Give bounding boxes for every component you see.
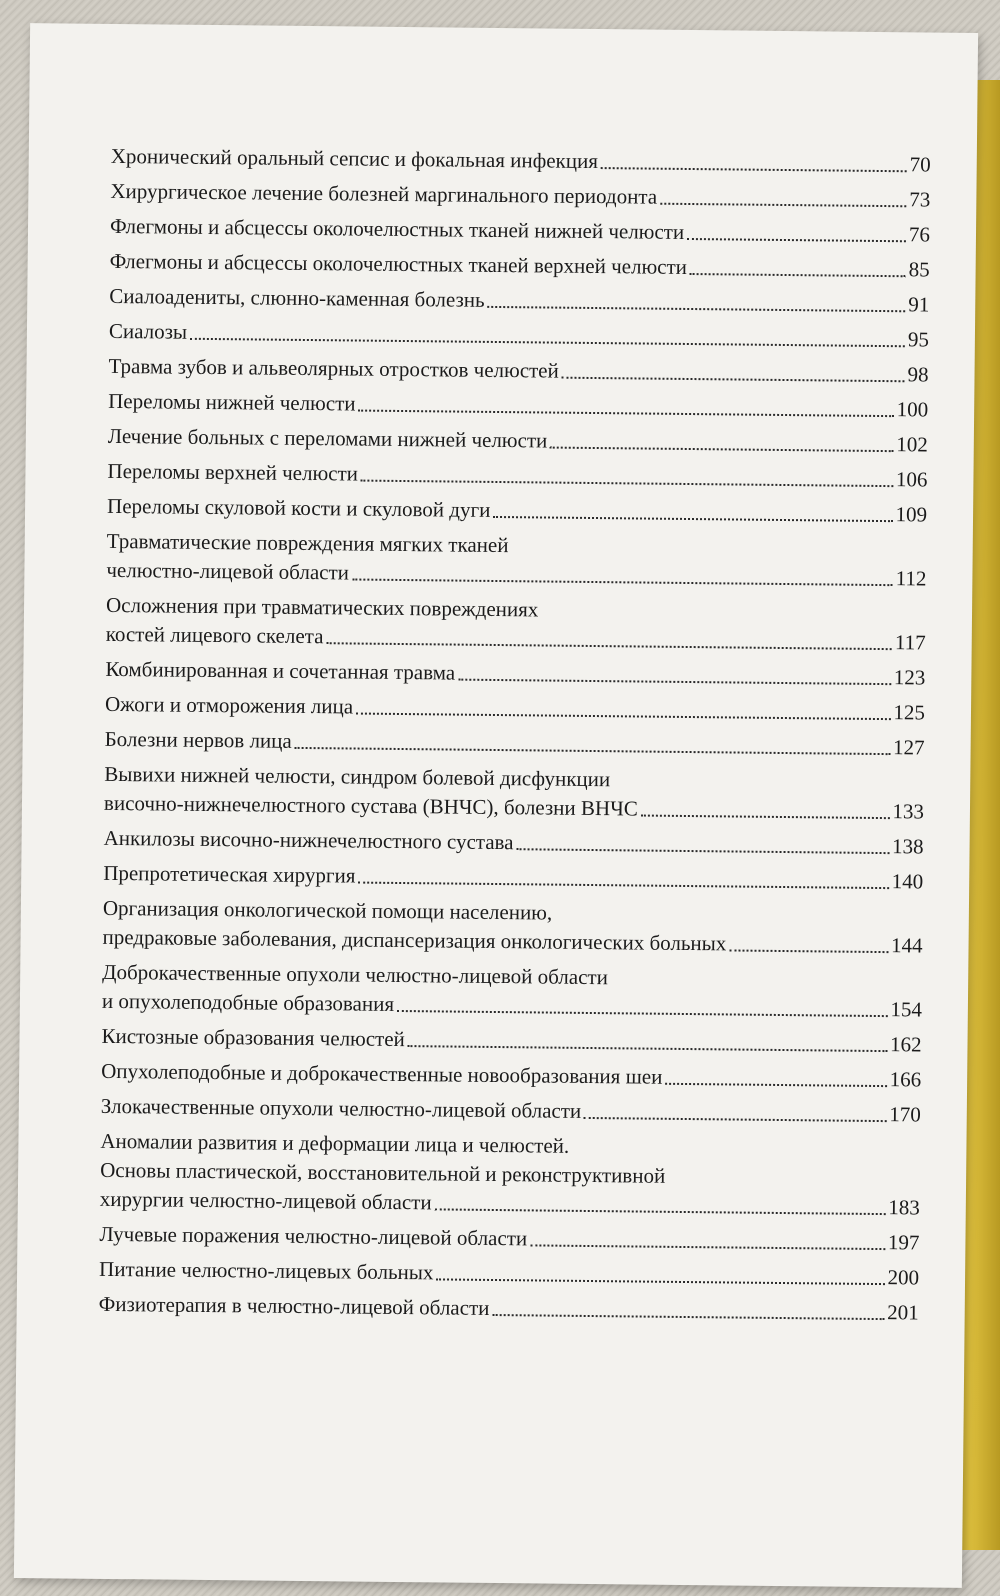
dot-leader (435, 1208, 886, 1215)
toc-entry-text: Травматические повреждения мягких тканей (106, 528, 509, 558)
toc-entry-text: Хронический оральный сепсис и фокальная инфекция (110, 143, 599, 174)
toc-entry-line (99, 1290, 919, 1328)
toc-entry-title (111, 142, 931, 180)
dot-leader (530, 1244, 885, 1250)
toc-entry-text: костей лицевого скелета (105, 621, 324, 649)
toc-entry (106, 527, 927, 594)
toc-entry (110, 247, 930, 285)
toc-page-number: 70 (909, 152, 931, 177)
toc-entry-text: Основы пластической, восстановительной и реконструктивной (100, 1157, 666, 1188)
dot-leader (356, 713, 890, 721)
toc-entry (107, 457, 927, 495)
toc-page-number: 170 (889, 1102, 921, 1127)
toc-entry (102, 958, 923, 1025)
toc-entry-text: Препротетическая хирургия (103, 860, 356, 888)
toc-entry-text: Лечение больных с переломами нижней челюсти (107, 423, 548, 453)
toc-page-number: 133 (892, 799, 925, 824)
toc-page-number: 117 (894, 630, 926, 655)
dot-leader (690, 273, 906, 277)
dot-leader (295, 747, 890, 755)
toc-entry-text: Переломы верхней челюсти (107, 458, 359, 486)
toc-entry-title (106, 591, 927, 658)
toc-page-number: 183 (888, 1195, 920, 1220)
toc-entry-title (110, 177, 930, 215)
toc-entry-line (105, 725, 925, 763)
toc-entry (99, 1220, 919, 1258)
toc-entry-text: Кистозные образования челюстей (101, 1023, 405, 1052)
toc-entry-line (105, 690, 925, 728)
toc-entry-text: Питание челюстно-лицевых больных (99, 1256, 434, 1285)
toc-entry-line (108, 352, 928, 390)
toc-entry-line (110, 212, 930, 250)
toc-entry-line (108, 422, 928, 460)
toc-entry-title (101, 1022, 921, 1060)
dot-leader (397, 1010, 887, 1017)
dot-leader (458, 679, 891, 686)
toc-entry (110, 177, 930, 215)
toc-entry-text: Аномалии развития и деформации лица и челюстей. (100, 1128, 570, 1158)
toc-entry-text: Опухолеподобные и доброкачественные новообразования шеи (101, 1058, 663, 1089)
toc-entry-text: Комбинированная и сочетанная травма (105, 656, 456, 685)
toc-entry-text: височно-нижнечелюстного сустава (ВНЧС), болезни ВНЧС (103, 790, 638, 821)
toc-entry-title (105, 690, 925, 728)
toc-page-number: 85 (908, 257, 930, 282)
toc-entry (107, 492, 927, 530)
toc-page-number: 140 (891, 869, 924, 894)
toc-entry-line (103, 824, 923, 862)
toc-page-number: 76 (908, 222, 931, 247)
dot-leader (358, 882, 888, 890)
toc-page-number: 100 (896, 397, 929, 422)
toc-entry (101, 1057, 921, 1095)
toc-entry-title (110, 212, 930, 250)
dot-leader (352, 578, 893, 586)
toc-page-number: 112 (895, 566, 927, 591)
toc-entry-title (108, 387, 928, 425)
toc-page-number: 91 (908, 292, 930, 317)
dot-leader (584, 1117, 886, 1122)
toc-page-number: 102 (896, 432, 928, 457)
toc-page-number: 127 (893, 735, 925, 760)
toc-entry-title (107, 492, 927, 530)
toc-entry (99, 1255, 919, 1293)
toc-entry-line (109, 282, 929, 320)
toc-entry (101, 1092, 921, 1130)
toc-page-number: 166 (889, 1067, 922, 1092)
toc-entry (108, 387, 928, 425)
toc-entry-line (110, 177, 930, 215)
toc-entry (101, 1022, 921, 1060)
toc-entry-text: хирургии челюстно-лицевой области (99, 1186, 432, 1215)
toc-entry-line (110, 247, 930, 285)
toc-entry-title (108, 352, 928, 390)
toc-page-number: 154 (890, 997, 923, 1022)
toc-entry-text: Флегмоны и абсцессы околочелюстных тканей нижней челюсти (109, 213, 685, 244)
toc-entry-title (107, 457, 927, 495)
toc-entry-title (105, 655, 925, 693)
dot-leader (492, 1314, 884, 1320)
toc-entry-text: Вывихи нижней челюсти, синдром болевой дисфункции (104, 761, 611, 792)
toc-entry (108, 352, 928, 390)
table-of-contents (99, 142, 931, 1334)
toc-entry-text: и опухолеподобные образования (101, 988, 395, 1016)
book-page (14, 23, 978, 1588)
toc-entry (109, 317, 929, 355)
toc-entry-text: Сиалозы (108, 318, 188, 344)
toc-entry-title (102, 894, 923, 961)
toc-page-number: 95 (907, 327, 930, 352)
toc-entry-line (105, 655, 925, 693)
toc-entry-line (101, 1092, 921, 1130)
toc-entry-title (101, 1057, 921, 1095)
dot-leader (550, 447, 893, 453)
toc-page-number: 201 (887, 1300, 919, 1325)
dot-leader (358, 410, 893, 418)
toc-entry-text: Травма зубов и альвеолярных отростков челюстей (108, 353, 559, 383)
toc-page-number: 197 (887, 1230, 920, 1255)
toc-entry-title (103, 824, 923, 862)
dot-leader (408, 1045, 887, 1052)
toc-entry (100, 1127, 921, 1223)
toc-entry-title (99, 1220, 919, 1258)
toc-entry (110, 212, 930, 250)
toc-entry-title (99, 1290, 919, 1328)
toc-entry-text: Ожоги и отморожения лица (104, 691, 354, 719)
dot-leader (601, 167, 907, 172)
toc-entry-text: Переломы нижней челюсти (108, 388, 356, 416)
toc-entry-line (101, 1022, 921, 1060)
toc-entry-line (107, 492, 927, 530)
toc-entry-text: Хирургическое лечение болезней маргинального периодонта (110, 178, 658, 209)
toc-entry (103, 824, 923, 862)
toc-entry-title (106, 527, 927, 594)
toc-entry-line (109, 317, 929, 355)
toc-entry (108, 422, 928, 460)
dot-leader (562, 377, 905, 383)
toc-entry-text: Флегмоны и абсцессы околочелюстных тканей верхней челюсти (109, 248, 688, 279)
toc-entry-text: Доброкачественные опухоли челюстно-лицевой области (102, 959, 609, 990)
toc-entry-text: Организация онкологической помощи населению, (102, 895, 553, 925)
toc-entry-title (100, 1127, 921, 1223)
toc-entry (102, 894, 923, 961)
toc-entry-line (99, 1255, 919, 1293)
dot-leader (493, 516, 892, 522)
toc-entry-title (109, 317, 929, 355)
toc-page-number: 73 (909, 187, 931, 212)
toc-page-number: 200 (887, 1265, 920, 1290)
dot-leader (361, 480, 893, 488)
toc-page-number: 138 (891, 834, 924, 859)
toc-entry-title (110, 247, 930, 285)
toc-page-number: 106 (895, 467, 928, 492)
toc-entry (105, 655, 925, 693)
toc-entry-title (101, 1092, 921, 1130)
toc-entry-line (101, 1057, 921, 1095)
toc-entry-title (102, 958, 923, 1025)
toc-entry-text: Сиалоадениты, слюнно-каменная болезнь (109, 283, 485, 312)
toc-entry-text: Переломы скуловой кости и скуловой дуги (106, 493, 491, 522)
toc-entry-text: челюстно-лицевой области (106, 557, 350, 585)
toc-page-number: 125 (893, 700, 926, 725)
toc-entry-title (109, 282, 929, 320)
toc-entry-line (103, 859, 923, 897)
toc-entry-text: Злокачественные опухоли челюстно-лицевой области (100, 1093, 582, 1123)
dot-leader (516, 848, 889, 854)
toc-entry-line (99, 1220, 919, 1258)
dot-leader (660, 203, 906, 208)
toc-entry-text: Осложнения при травматических повреждениях (105, 592, 539, 622)
toc-entry (105, 690, 925, 728)
toc-entry (104, 760, 925, 827)
dot-leader (729, 949, 888, 953)
dot-leader (436, 1278, 884, 1285)
toc-entry (111, 142, 931, 180)
toc-entry-title (108, 422, 928, 460)
toc-page-number: 109 (895, 502, 928, 527)
toc-entry (99, 1290, 919, 1328)
toc-entry-title (105, 725, 925, 763)
dot-leader (687, 238, 906, 242)
toc-page-number: 98 (907, 362, 929, 387)
toc-entry (105, 725, 925, 763)
toc-entry-title (103, 859, 923, 897)
toc-entry-text: предраковые заболевания, диспансеризация онкологических больных (102, 924, 727, 956)
dot-leader (326, 642, 892, 650)
toc-entry (109, 282, 929, 320)
dot-leader (488, 306, 906, 312)
toc-entry-line (111, 142, 931, 180)
toc-entry-text: Лучевые поражения челюстно-лицевой области (99, 1221, 528, 1251)
toc-entry-title (99, 1255, 919, 1293)
toc-entry-text: Болезни нервов лица (104, 726, 292, 753)
toc-entry-line (107, 457, 927, 495)
toc-entry-text: Физиотерапия в челюстно-лицевой области (98, 1291, 490, 1320)
toc-page-number: 162 (889, 1032, 922, 1057)
toc-entry-title (104, 760, 925, 827)
toc-page-number: 144 (890, 933, 923, 958)
toc-entry (106, 591, 927, 658)
toc-entry-line (108, 387, 928, 425)
dot-leader (641, 815, 890, 820)
toc-page-number: 123 (893, 665, 926, 690)
dot-leader (190, 338, 905, 347)
dot-leader (665, 1083, 886, 1087)
toc-entry-text: Анкилозы височно-нижнечелюстного сустава (103, 825, 514, 855)
toc-entry (103, 859, 923, 897)
